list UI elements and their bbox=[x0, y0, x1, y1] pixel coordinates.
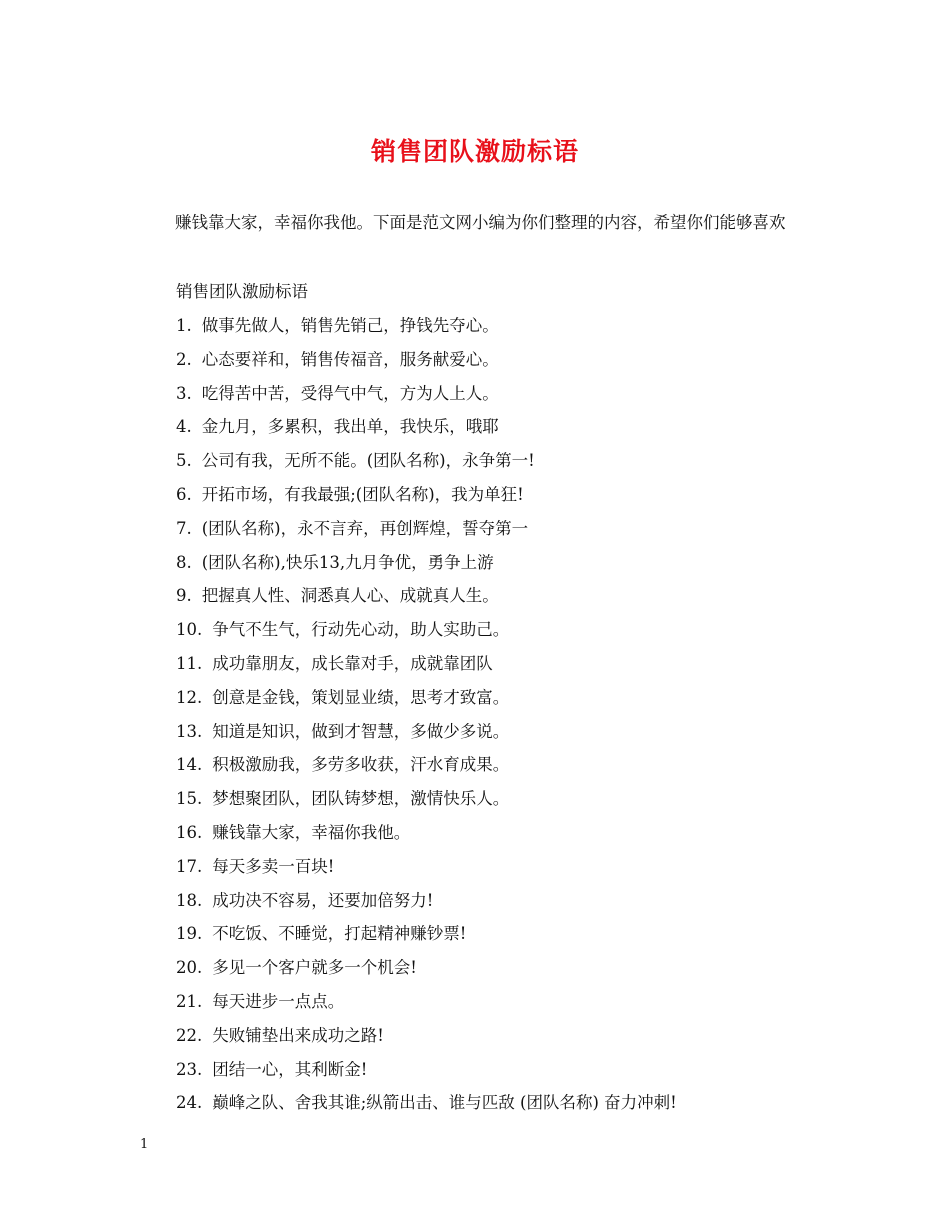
item-text: 赚钱靠大家，幸福你我他。 bbox=[212, 822, 411, 842]
item-text: 做事先做人，销售先销己，挣钱先夺心。 bbox=[201, 316, 499, 335]
item-number: 17. bbox=[176, 856, 203, 876]
slogan-list bbox=[176, 312, 836, 1123]
item-text: 失败铺垫出来成功之路! bbox=[212, 1025, 384, 1045]
item-text: 心态要祥和，销售传福音，服务献爱心。 bbox=[201, 349, 499, 369]
list-item bbox=[176, 751, 836, 785]
list-item bbox=[176, 481, 836, 515]
list-item bbox=[176, 853, 836, 887]
item-text: 公司有我，无所不能。(团队名称)，永争第一! bbox=[201, 451, 535, 471]
item-text: (团队名称),快乐13,九月争优，勇争上游 bbox=[201, 552, 494, 572]
item-number: 11. bbox=[176, 653, 203, 673]
list-item bbox=[176, 785, 836, 819]
list-item bbox=[176, 684, 836, 718]
item-text: 把握真人性、洞悉真人心、成就真人生。 bbox=[201, 586, 499, 606]
item-number: 9. bbox=[176, 586, 192, 606]
list-item bbox=[176, 346, 836, 380]
item-text: 成功决不容易，还要加倍努力! bbox=[212, 890, 434, 910]
list-item bbox=[176, 920, 836, 954]
list-item bbox=[176, 447, 836, 481]
item-text: 知道是知识，做到才智慧，多做少多说。 bbox=[212, 721, 510, 741]
item-text: (团队名称)，永不言弃，再创辉煌，誓夺第一 bbox=[201, 518, 529, 538]
item-number: 13. bbox=[176, 721, 203, 741]
item-number: 23. bbox=[176, 1059, 203, 1079]
item-number: 21. bbox=[176, 991, 203, 1011]
item-text: 不吃饭、不睡觉，打起精神赚钞票! bbox=[212, 924, 467, 944]
item-text: 成功靠朋友，成长靠对手，成就靠团队 bbox=[212, 653, 493, 673]
item-text: 积极激励我，多劳多收获，汗水育成果。 bbox=[212, 755, 510, 775]
list-item bbox=[176, 954, 836, 988]
list-item bbox=[176, 1056, 836, 1090]
list-item bbox=[176, 1089, 836, 1123]
item-text: 争气不生气，行动先心动，助人实助己。 bbox=[212, 620, 510, 640]
list-item bbox=[176, 616, 836, 650]
item-text: 多见一个客户就多一个机会! bbox=[212, 958, 417, 978]
item-number: 1. bbox=[176, 316, 192, 335]
item-number: 19. bbox=[176, 924, 203, 944]
item-number: 12. bbox=[176, 687, 203, 707]
item-number: 7. bbox=[176, 518, 192, 538]
item-number: 16. bbox=[176, 822, 203, 842]
list-item bbox=[176, 988, 836, 1022]
list-item bbox=[176, 819, 836, 853]
item-text: 金九月，多累积，我出单，我快乐，哦耶 bbox=[201, 417, 499, 437]
item-number: 3. bbox=[176, 383, 192, 403]
list-item bbox=[176, 413, 836, 447]
item-text: 每天进步一点点。 bbox=[212, 991, 345, 1011]
list-item bbox=[176, 1022, 836, 1056]
item-text: 团结一心，其利断金! bbox=[212, 1059, 368, 1079]
item-number: 8. bbox=[176, 552, 192, 572]
section-heading: 销售团队激励标语 bbox=[176, 282, 308, 301]
item-number: 10. bbox=[176, 620, 203, 640]
item-text: 梦想聚团队，团队铸梦想，激情快乐人。 bbox=[212, 789, 510, 809]
list-item bbox=[176, 887, 836, 921]
item-number: 6. bbox=[176, 484, 192, 504]
item-text: 巅峰之队、舍我其谁;纵箭出击、谁与匹敌 (团队名称) 奋力冲刺! bbox=[212, 1093, 677, 1113]
list-item bbox=[176, 515, 836, 549]
list-item bbox=[176, 582, 836, 616]
intro-paragraph: 赚钱靠大家，幸福你我他。下面是范文网小编为你们整理的内容，希望你们能够喜欢 bbox=[175, 213, 786, 232]
list-item bbox=[176, 312, 836, 346]
item-number: 20. bbox=[176, 958, 203, 978]
item-number: 5. bbox=[176, 451, 192, 471]
item-number: 4. bbox=[176, 417, 192, 437]
list-item bbox=[176, 718, 836, 752]
item-text: 创意是金钱，策划显业绩，思考才致富。 bbox=[212, 687, 510, 707]
item-number: 18. bbox=[176, 890, 203, 910]
item-number: 15. bbox=[176, 789, 203, 809]
list-item bbox=[176, 549, 836, 583]
list-item bbox=[176, 380, 836, 414]
item-text: 吃得苦中苦，受得气中气，方为人上人。 bbox=[201, 383, 499, 403]
item-number: 22. bbox=[176, 1025, 203, 1045]
item-number: 2. bbox=[176, 349, 192, 369]
item-text: 开拓市场，有我最强;(团队名称)，我为单狂! bbox=[201, 484, 524, 504]
item-text: 每天多卖一百块! bbox=[212, 856, 335, 876]
item-number: 14. bbox=[176, 755, 203, 775]
page-number: 1 bbox=[140, 1137, 149, 1152]
list-item bbox=[176, 650, 836, 684]
item-number: 24. bbox=[176, 1093, 203, 1113]
document-title: 销售团队激励标语 bbox=[370, 137, 579, 166]
